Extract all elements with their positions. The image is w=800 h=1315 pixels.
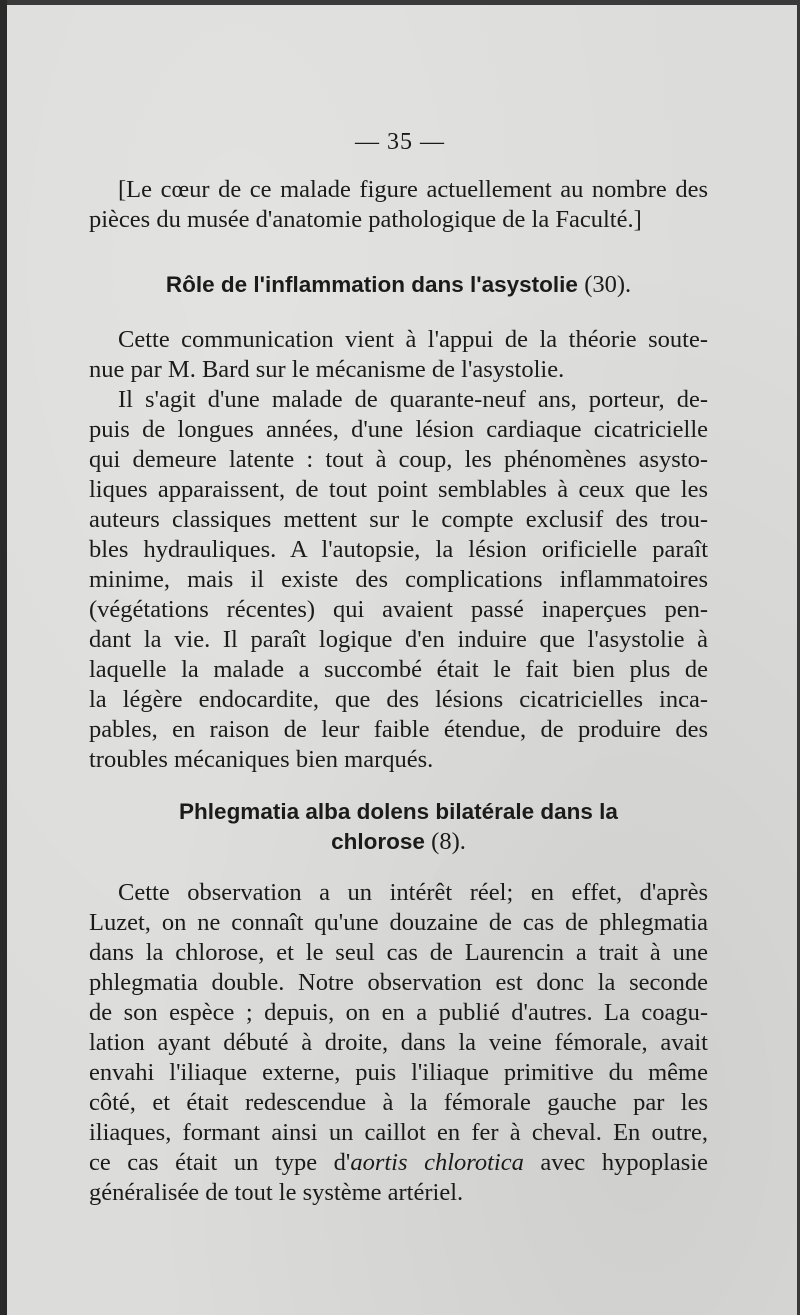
page-number: — 35 —: [355, 129, 445, 155]
paragraph-line: de son espèce ; depuis, on en a publié d'autres. La coagu-: [89, 999, 708, 1026]
paragraph-line: [89, 1148, 708, 1178]
italic-term: aortis chlorotica: [350, 1149, 524, 1176]
note-line: pièces du musée d'anatomie pathologique de la Faculté.]: [89, 206, 642, 233]
paragraph-line: pables, en raison de leur faible étendue, de produire des: [89, 716, 708, 743]
paragraph-line: Cette communication vient à l'appui de la théorie soute-: [118, 326, 708, 353]
heading-text: Rôle de l'inflammation dans l'asystolie: [165, 272, 578, 297]
paragraph-line: envahi l'iliaque externe, puis l'iliaque primitive du même: [89, 1059, 708, 1086]
line-text: ce cas était un type d': [89, 1149, 351, 1176]
note-line: [Le cœur de ce malade figure actuellement au nombre des: [118, 176, 708, 203]
paragraph-line: liques apparaissent, de tout point semblables à ceux que les: [89, 476, 708, 503]
heading-reference: (30).: [584, 271, 632, 298]
paragraph-line: phlegmatia double. Notre observation est donc la seconde: [89, 969, 708, 996]
paragraph-line: Il s'agit d'une malade de quarante-neuf ans, porteur, de-: [118, 386, 708, 413]
section-heading-phlegmatia-line2: [89, 827, 708, 857]
paragraph-line: généralisée de tout le système artériel.: [89, 1179, 464, 1206]
bracketed-note: [89, 175, 708, 235]
paragraph-line: dans la chlorose, et le seul cas de Laurencin a trait à une: [89, 939, 708, 966]
scan-edge-left: [0, 0, 7, 1315]
section-heading-asystolie: [89, 270, 708, 300]
paragraph-line: dant la vie. Il paraît logique d'en induire que l'asystolie à: [89, 626, 708, 653]
paragraph-line: troubles mécaniques bien marqués.: [89, 746, 434, 773]
paragraph-line: auteurs classiques mettent sur le compte exclusif des trou-: [89, 506, 708, 533]
paragraph-line: (végétations récentes) qui avaient passé inaperçues pen-: [89, 596, 708, 623]
paragraph-line: la légère endocardite, que des lésions cicatricielles inca-: [89, 686, 708, 713]
paragraph-line: nue par M. Bard sur le mécanisme de l'asystolie.: [89, 356, 565, 383]
heading-text: Phlegmatia alba dolens bilatérale dans la: [179, 799, 618, 824]
heading-text: chlorose: [331, 829, 425, 854]
section-body-phlegmatia: [89, 878, 708, 1208]
section-body-asystolie: [89, 325, 708, 775]
paragraph-line: laquelle la malade a succombé était le fait bien plus de: [89, 656, 708, 683]
paragraph-line: côté, et était redescendue à la fémorale gauche par les: [89, 1089, 708, 1116]
paragraph-line: bles hydrauliques. A l'autopsie, la lésion orificielle paraît: [89, 536, 708, 563]
paragraph-line: lation ayant débuté à droite, dans la veine fémorale, avait: [89, 1029, 708, 1056]
scan-edge-top: [0, 0, 800, 5]
section-heading-phlegmatia: [89, 797, 708, 827]
heading-reference: (8).: [431, 828, 466, 855]
paragraph-line: iliaques, formant ainsi un caillot en fer à cheval. En outre,: [89, 1119, 708, 1146]
paragraph-line: Luzet, on ne connaît qu'une douzaine de cas de phlegmatia: [89, 909, 708, 936]
paragraph-line: puis de longues années, d'une lésion cardiaque cicatricielle: [89, 416, 708, 443]
paragraph-line: Cette observation a un intérêt réel; en effet, d'après: [118, 879, 708, 906]
line-text: avec hypoplasie: [523, 1149, 709, 1176]
paragraph-line: qui demeure latente : tout à coup, les phénomènes asysto-: [89, 446, 708, 473]
paragraph-line: minime, mais il existe des complications inflammatoires: [89, 566, 708, 593]
